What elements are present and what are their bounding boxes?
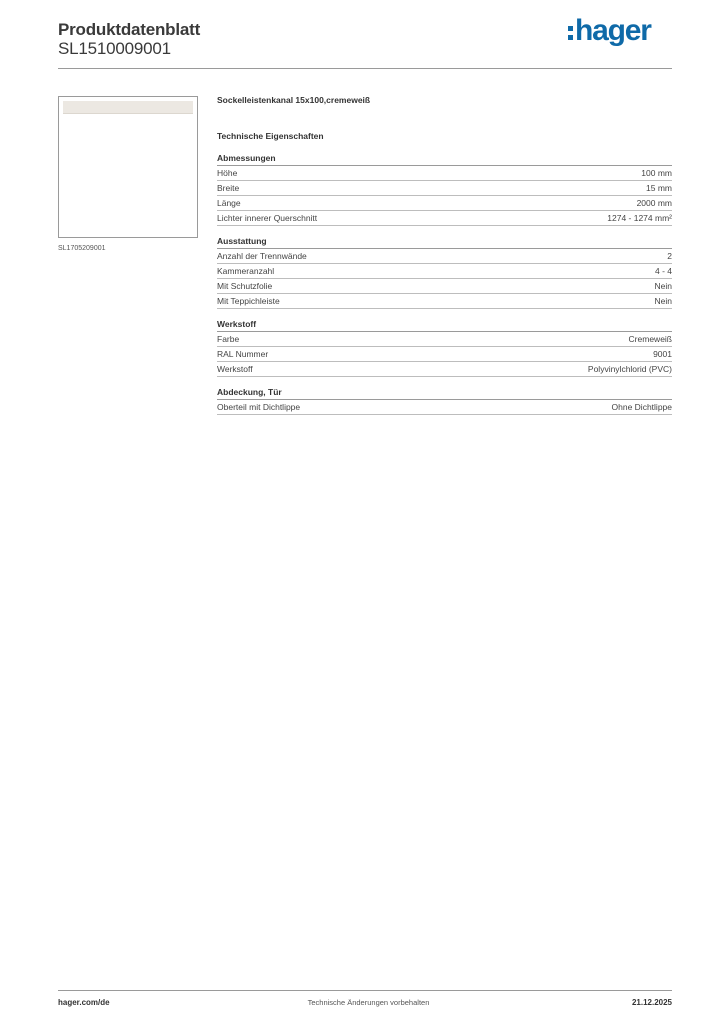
property-label: Anzahl der Trennwände [217, 251, 307, 261]
property-group [217, 236, 672, 309]
property-label: Oberteil mit Dichtlippe [217, 402, 301, 412]
logo-text: hager [575, 14, 651, 47]
logo-dots-icon [568, 26, 573, 40]
hager-logo [568, 14, 651, 48]
property-value: Polyvinylchlorid (PVC) [587, 364, 672, 374]
property-row [217, 264, 672, 279]
product-details [217, 95, 672, 415]
property-row [217, 294, 672, 309]
property-value: Nein [654, 296, 672, 306]
property-label: Länge [217, 198, 241, 208]
property-value: 2 [667, 251, 672, 261]
property-row [217, 166, 672, 181]
property-group [217, 319, 672, 377]
property-label: Werkstoff [217, 364, 253, 374]
product-name: Sockelleistenkanal 15x100,cremeweiß [217, 95, 371, 105]
product-strip-icon [63, 101, 193, 114]
property-label: Farbe [217, 334, 240, 344]
property-row [217, 362, 672, 377]
property-value: 15 mm [646, 183, 672, 193]
property-row [217, 400, 672, 415]
property-label: Höhe [217, 168, 238, 178]
property-label: Lichter innerer Querschnitt [217, 213, 318, 223]
property-value: Nein [654, 281, 672, 291]
group-title: Ausstattung [217, 236, 672, 249]
property-value: 1274 - 1274 mm² [607, 213, 672, 223]
property-row [217, 279, 672, 294]
property-label: Breite [217, 183, 240, 193]
property-value: 2000 mm [636, 198, 672, 208]
group-title: Werkstoff [217, 319, 672, 332]
property-row [217, 347, 672, 362]
property-label: Mit Schutzfolie [217, 281, 273, 291]
property-value: 9001 [653, 349, 672, 359]
footer-divider [58, 990, 672, 991]
property-groups [217, 153, 672, 415]
document-number: SL1510009001 [58, 39, 171, 58]
document-title: Produktdatenblatt [58, 20, 201, 39]
property-value: Ohne Dichtlippe [611, 402, 672, 412]
group-title: Abdeckung, Tür [217, 387, 672, 400]
header-divider [58, 68, 672, 69]
footer-disclaimer: Technische Änderungen vorbehalten [307, 998, 430, 1007]
property-row [217, 249, 672, 264]
image-caption: SL1705209001 [58, 245, 106, 252]
footer-date: 21.12.2025 [631, 998, 672, 1007]
property-group [217, 387, 672, 415]
property-label: RAL Nummer [217, 349, 269, 359]
property-label: Kammeranzahl [217, 266, 275, 276]
property-value: 100 mm [641, 168, 672, 178]
property-value: Cremeweiß [628, 334, 672, 344]
property-row [217, 211, 672, 226]
footer-website: hager.com/de [58, 998, 110, 1007]
property-label: Mit Teppichleiste [217, 296, 280, 306]
property-row [217, 332, 672, 347]
section-heading: Technische Eigenschaften [217, 131, 324, 141]
property-group [217, 153, 672, 226]
product-image [58, 96, 198, 238]
property-value: 4 - 4 [654, 266, 672, 276]
property-row [217, 181, 672, 196]
group-title: Abmessungen [217, 153, 672, 166]
property-row [217, 196, 672, 211]
